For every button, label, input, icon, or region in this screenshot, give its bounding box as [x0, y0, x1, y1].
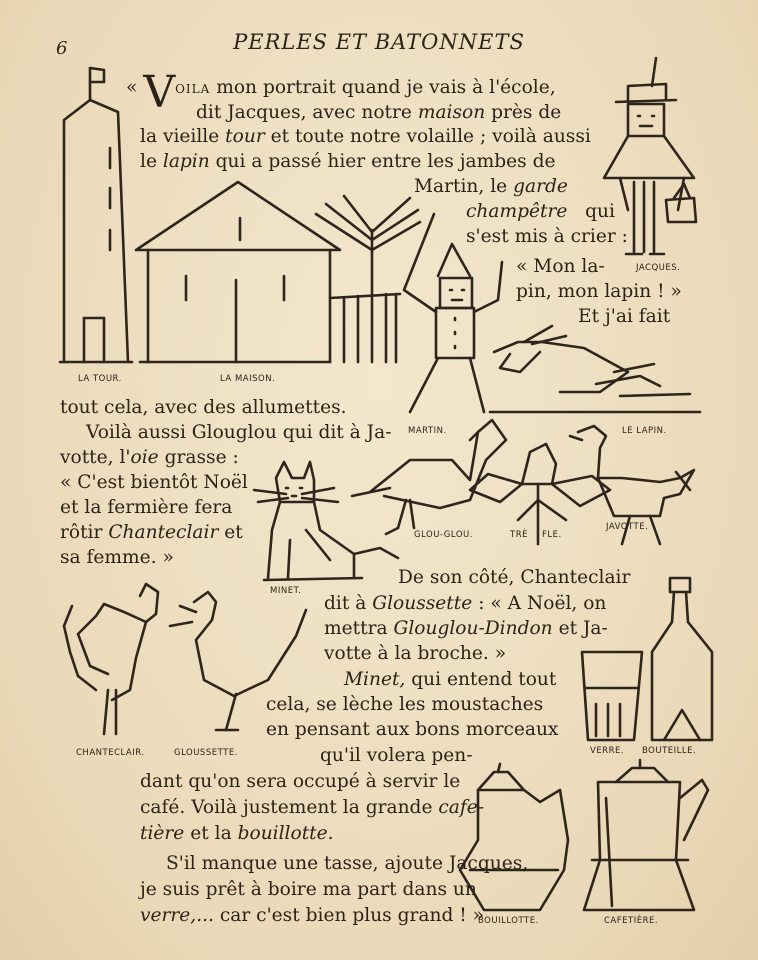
caption-trefle-b: FLE.: [542, 530, 562, 540]
text-line: verre,... car c'est bien plus grand ! »: [140, 905, 485, 926]
caption-trefle-a: TRÈ: [510, 530, 528, 540]
tree-fence-drawing: [316, 196, 420, 362]
page-title: PERLES ET BATONNETS: [233, 30, 525, 54]
house-drawing: [136, 182, 340, 362]
text-line: rôtir Chanteclair et: [60, 522, 243, 543]
tower-drawing: [60, 68, 132, 362]
text-line: mettra Glouglou-Dindon et Ja-: [324, 618, 608, 639]
rooster-drawing: [64, 584, 158, 734]
caption-maison: LA MAISON.: [220, 374, 276, 384]
text-line: s'est mis à crier :: [466, 226, 628, 247]
caption-tour: LA TOUR.: [78, 374, 122, 384]
text-line: Voilà aussi Glouglou qui dit à Ja-: [86, 422, 392, 443]
text-line: la vieille tour et toute notre volaille ; voilà aussi: [140, 126, 591, 147]
text-line: pin, mon lapin ! »: [516, 281, 682, 302]
caption-lapin: LE LAPIN.: [622, 426, 667, 436]
text-line: De son côté, Chanteclair: [398, 567, 631, 588]
coffeepot-drawing: [584, 760, 708, 910]
text-line: sa femme. »: [60, 547, 174, 568]
text-line: votte à la broche. »: [324, 643, 507, 664]
text-line: tout cela, avec des allumettes.: [60, 397, 347, 418]
clover-drawing: [470, 444, 610, 544]
caption-cafetiere: CAFETIÈRE.: [604, 916, 659, 926]
text-line: dit à Gloussette : « A Noël, on: [324, 593, 607, 614]
text-line: votte, l'oie grasse :: [60, 447, 239, 468]
text-line: tière et la bouillotte.: [140, 823, 334, 844]
text-line: Minet, qui entend tout: [344, 669, 557, 690]
text-line: S'il manque une tasse, ajoute Jacques,: [166, 853, 529, 874]
caption-javotte: JAVOTTE.: [606, 522, 649, 532]
text-line: cela, se lèche les moustaches: [266, 694, 544, 715]
text-line: je suis prêt à boire ma part dans un: [140, 879, 477, 900]
caption-jacques: JACQUES.: [636, 263, 681, 273]
caption-minet: MINET.: [270, 586, 302, 596]
text-line: Et j'ai fait: [578, 306, 671, 327]
text-line: « VOILA mon portrait quand je vais à l'école,: [126, 67, 556, 118]
text-line: en pensant aux bons morceaux: [266, 719, 559, 740]
text-line: champêtre qui: [466, 201, 615, 222]
text-line: qu'il volera pen-: [320, 745, 473, 766]
text-line: dant qu'on sera occupé à servir le: [140, 771, 461, 792]
drop-cap: V: [143, 67, 176, 118]
cat-drawing: [254, 462, 398, 580]
text-line: « Mon la-: [516, 256, 605, 277]
bottle-drawing: [652, 578, 712, 740]
caption-verre: VERRE.: [590, 746, 625, 756]
text-line: Martin, le garde: [414, 176, 568, 197]
caption-bouteille: BOUTEILLE.: [642, 746, 697, 756]
text-line: et la fermière fera: [60, 497, 233, 518]
text-line: « C'est bientôt Noël: [60, 472, 248, 493]
caption-glouglou: GLOU-GLOU.: [414, 530, 473, 540]
caption-chanteclair: CHANTECLAIR.: [76, 748, 145, 758]
caption-gloussette: GLOUSSETTE.: [174, 748, 238, 758]
glass-drawing: [582, 652, 642, 740]
caption-bouillotte: BOUILLOTTE.: [478, 916, 539, 926]
rabbit-drawing: [490, 326, 700, 412]
caption-martin: MARTIN.: [408, 426, 447, 436]
text-line: le lapin qui a passé hier entre les jambes de: [140, 151, 556, 172]
text-line: dit Jacques, avec notre maison près de: [196, 102, 562, 123]
page-number: 6: [56, 38, 68, 59]
text-line: café. Voilà justement la grande cafe-: [140, 797, 485, 818]
